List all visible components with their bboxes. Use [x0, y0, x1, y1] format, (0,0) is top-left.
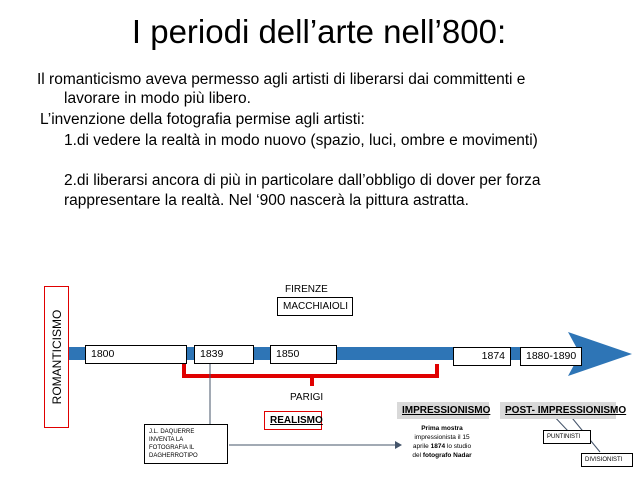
year-1839: 1839: [194, 345, 254, 364]
daguerre-line-2: INVENTA LA: [149, 437, 184, 443]
daguerre-box: [144, 424, 228, 464]
post-impressionismo-box: POST- IMPRESSIONISMO: [500, 402, 616, 419]
realismo-box: REALISMO: [264, 411, 322, 430]
daguerre-line-1: J.L. DAQUERRE: [149, 429, 195, 435]
body-line-4: 1.di vedere la realtà in modo nuovo (spazio, luci, ombre e movimenti): [64, 132, 538, 149]
mostra-line-3-post: lo studio: [445, 443, 472, 450]
firenze-label: FIRENZE: [285, 284, 328, 295]
parigi-label: PARIGI: [290, 392, 324, 403]
daguerre-line-4: DAGHERROTIPO: [149, 453, 198, 459]
daguerre-line-3: FOTOGRAFIA IL: [149, 445, 195, 451]
mostra-line-3-pre: aprile: [412, 443, 431, 450]
year-1880-1890: 1880-1890: [520, 347, 582, 366]
mostra-line-4: [396, 451, 488, 460]
mostra-line-2: impressionista il 15: [414, 434, 470, 441]
year-1800: 1800: [85, 345, 187, 364]
romanticismo-label: ROMANTICISMO: [49, 309, 64, 405]
realismo-bracket: [184, 364, 437, 386]
puntinisti-box: PUNTINISTI: [543, 430, 591, 444]
body-line-3: L’invenzione della fotografia permise agli artisti:: [40, 111, 365, 128]
macchiaioli-box: MACCHIAIOLI: [277, 297, 353, 316]
romanticismo-box: [44, 286, 69, 428]
mostra-line-3-bold: 1874: [430, 443, 446, 450]
year-1850: 1850: [270, 345, 337, 364]
mostra-note: [396, 424, 488, 460]
mostra-line-4-bold: fotografo Nadar: [422, 452, 472, 459]
body-line-6: rappresentare la realtà. Nel ‘900 nascerà la pittura astratta.: [64, 192, 469, 209]
slide-title: I periodi dell’arte nell’800:: [131, 13, 507, 50]
mostra-line-4-pre: del: [412, 452, 423, 459]
mostra-line-1: Prima mostra: [421, 425, 463, 432]
divisionisti-box: DIVISIONISTI: [581, 453, 633, 467]
impressionismo-box: IMPRESSIONISMO: [397, 402, 489, 419]
body-line-5: 2.di liberarsi ancora di più in particolare dall’obbligo di dover per forza: [64, 172, 541, 189]
year-1874: 1874: [453, 347, 511, 366]
body-line-1: Il romanticismo aveva permesso agli artisti di liberarsi dai committenti e: [37, 71, 526, 88]
body-line-2: lavorare in modo più libero.: [64, 90, 251, 107]
mostra-line-3: [396, 442, 488, 451]
